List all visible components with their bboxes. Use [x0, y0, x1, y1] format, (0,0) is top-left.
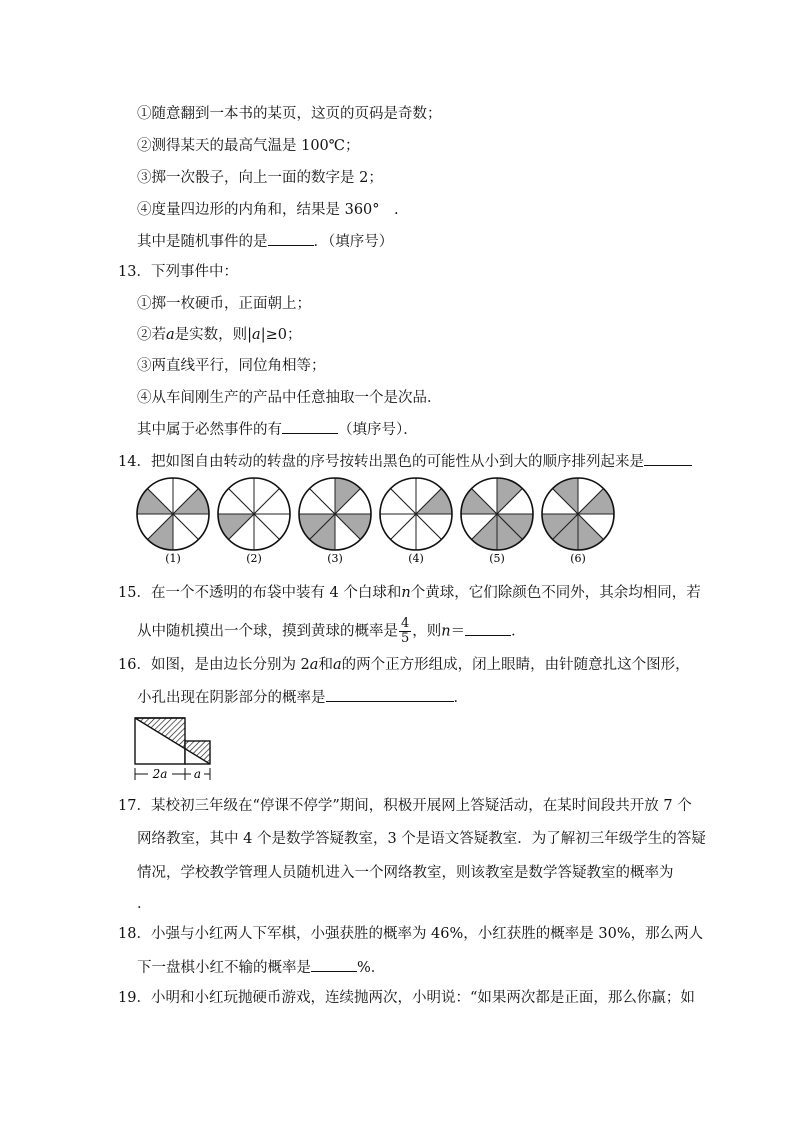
q15-fraction — [399, 617, 411, 646]
q13-item-2-post: |≥0； — [260, 327, 302, 343]
q16-line-2-text: 小孔出现在阴影部分的概率是 — [137, 690, 326, 706]
q15-var-n-2: n — [441, 623, 451, 640]
q16-end: ． — [453, 690, 468, 706]
q16-line-1-post: 的两个正方形组成，闭上眼睛，由针随意扎这个图形， — [341, 657, 690, 673]
q16-dim-a: a — [193, 767, 202, 781]
q16-line-1-mid: 和 — [318, 657, 333, 673]
q15-line-2-mid: ，则 — [412, 623, 442, 640]
q12-answer-blank[interactable] — [268, 230, 314, 246]
spinner-4-label: (4) — [408, 552, 424, 565]
q15-end: ． — [511, 623, 526, 640]
q18-line-2-pre: 下一盘棋小红不输的概率是 — [137, 960, 311, 976]
q19-line-1: 19．小明和小红玩抛硬币游戏，连续抛两次，小明说：“如果两次都是正面，那么你赢；如 — [118, 990, 695, 1006]
q15-frac-den: 5 — [401, 631, 410, 646]
q12-ask-after: ．（填序号） — [313, 234, 394, 250]
q17-line-4: ． — [137, 896, 152, 912]
q13-ask-after: （填序号）． — [338, 422, 418, 438]
q15-line-2 — [137, 617, 526, 646]
q13-stem: 13．下列事件中： — [118, 264, 238, 280]
spinner-3 — [299, 478, 371, 565]
q15-line-1 — [118, 583, 701, 603]
q13-var-a-abs: a — [252, 327, 261, 343]
q13-item-2-pre: ②若 — [137, 327, 166, 343]
spinner-3-label: (3) — [327, 552, 343, 565]
spinner-1-label: (1) — [165, 552, 181, 565]
q18-line-2-post: %． — [357, 960, 386, 976]
q13-question — [137, 418, 418, 440]
q14-stem-text: 14．把如图自由转动的转盘的序号按转出黑色的可能性从小到大的顺序排列起来是 — [118, 454, 644, 470]
q17-line-2: 网络教室，其中 4 个是数学答疑教室，3 个是语文答疑教室．为了解初三年级学生的答疑 — [137, 831, 706, 847]
q15-line-1-post: 个黄球，它们除颜色不同外，其余均相同，若 — [410, 585, 701, 601]
q16-var-a-2: a — [332, 657, 342, 673]
q13-item-1: ①掷一枚硬币，正面朝上； — [137, 296, 311, 312]
q14-stem — [118, 450, 692, 472]
q13-ask-before: 其中属于必然事件的有 — [137, 422, 282, 438]
q16-line-1-pre: 16．如图，是由边长分别为 2 — [118, 657, 310, 673]
q18-answer-blank[interactable] — [311, 956, 357, 972]
q14-answer-blank[interactable] — [644, 450, 692, 466]
q18-line-2 — [137, 956, 385, 978]
q16-answer-blank[interactable] — [326, 686, 454, 702]
q13-item-4: ④从车间刚生产的产品中任意抽取一个是次品． — [137, 390, 442, 406]
q12-item-1: ①随意翻到一本书的某页，这页的页码是奇数； — [137, 106, 442, 122]
q13-item-2-mid: 是实数，则| — [174, 327, 253, 343]
q15-line-1-pre: 15．在一个不透明的布袋中装有 4 个白球和 — [118, 585, 402, 601]
q13-answer-blank[interactable] — [282, 418, 338, 434]
q13-item-3: ③两直线平行，同位角相等； — [137, 358, 326, 374]
q16-var-a: a — [309, 657, 319, 673]
q16-dim-2a: 2a — [152, 767, 168, 781]
q16-squares-figure — [134, 716, 224, 784]
q12-item-2: ②测得某天的最高气温是 100℃； — [137, 138, 360, 154]
q15-answer-blank[interactable] — [465, 620, 511, 636]
q12-ask-before: 其中是随机事件的是 — [137, 234, 268, 250]
q12-item-3: ③掷一次骰子，向上一面的数字是 2； — [137, 170, 383, 186]
spinner-1 — [137, 478, 209, 565]
q15-line-2-pre: 从中随机摸出一个球，摸到黄球的概率是 — [137, 623, 398, 640]
q18-line-1: 18．小强与小红两人下军棋，小强获胜的概率为 46%，小红获胜的概率是 30%，那么两人 — [118, 926, 704, 942]
q12-question — [137, 230, 393, 252]
spinner-6 — [542, 478, 614, 565]
q13-var-a: a — [166, 327, 175, 343]
q15-eq: ＝ — [450, 623, 466, 640]
q15-var-n: n — [401, 585, 411, 601]
spinner-5-label: (5) — [489, 552, 505, 565]
spinner-2 — [218, 478, 290, 565]
q17-line-3: 情况，学校教学管理人员随机进入一个网络教室，则该教室是数学答疑教室的概率为 — [137, 865, 674, 881]
q13-item-2 — [137, 325, 301, 345]
q14-spinners-figure — [136, 474, 676, 574]
spinner-6-label: (6) — [570, 552, 586, 565]
q15-frac-num: 4 — [401, 616, 410, 631]
spinner-2-label: (2) — [246, 552, 262, 565]
q16-line-1 — [118, 655, 690, 675]
spinner-4 — [380, 478, 452, 565]
spinner-5 — [461, 478, 533, 565]
q16-line-2 — [137, 686, 468, 708]
q12-item-4: ④度量四边形的内角和，结果是 360° . — [137, 202, 399, 218]
q17-line-1: 17．某校初三年级在“停课不停学”期间，积极开展网上答疑活动，在某时间段共开放 7 个 — [118, 798, 692, 814]
